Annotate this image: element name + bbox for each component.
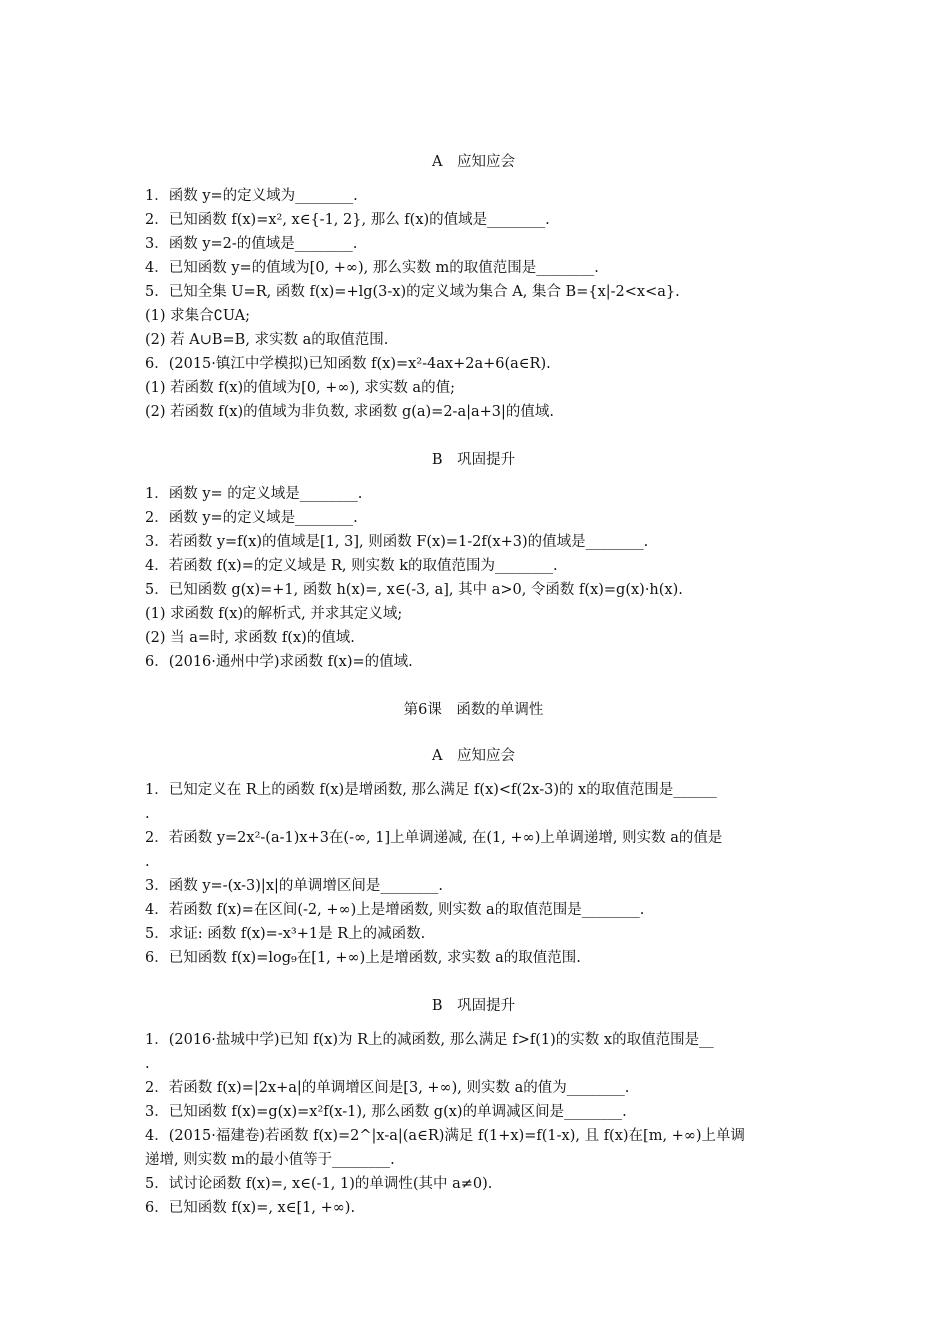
problem-line: 4．若函数 f(x)=的定义域是 R, 则实数 k的取值范围为________. [145,558,558,574]
section-a-know [145,152,802,424]
problem-line: (2) 若 A∪B=B, 求实数 a的取值范围. [145,332,389,348]
section-b-consolidate [145,450,802,674]
problem-line: 5．已知全集 U=R, 函数 f(x)=+lg(3-x)的定义域为集合 A, 集合 B={x|-2<x<a}. [145,284,680,300]
problem-line: 3．函数 y=2-的值域是________. [145,236,358,252]
problem-line: . [145,854,150,870]
section-title: A 应知应会 [432,154,515,170]
chapter-section-b [145,996,802,1220]
section-title: A 应知应会 [432,748,515,764]
problem-line: 6．已知函数 f(x)=log₉在[1, +∞)上是增函数, 求实数 a的取值范围. [145,950,581,966]
problem-line: 3．函数 y=-(x-3)|x|的单调增区间是________. [145,878,443,894]
problem-line: (2) 若函数 f(x)的值域为非负数, 求函数 g(a)=2-a|a+3|的值域. [145,404,555,420]
problem-line: 4．(2015·福建卷)若函数 f(x)=2^|x-a|(a∈R)满足 f(1+x)=f(1-x), 且 f(x)在[m, +∞)上单调 [145,1128,746,1144]
problem-line: 2．函数 y=的定义域是________. [145,510,358,526]
section-title: B 巩固提升 [431,452,516,468]
problem-line: 4．若函数 f(x)=在区间(-2, +∞)上是增函数, 则实数 a的取值范围是________. [145,902,645,918]
problem-line: (1) 求集合∁UA; [145,308,251,324]
problem-line: (1) 若函数 f(x)的值域为[0, +∞), 求实数 a的值; [145,380,455,396]
problem-line: 4．已知函数 y=的值域为[0, +∞), 那么实数 m的取值范围是________. [145,260,599,276]
problem-line: (1) 求函数 f(x)的解析式, 并求其定义域; [145,606,403,622]
problem-line: . [145,1056,150,1072]
problem-line: 1．(2016·盐城中学)已知 f(x)为 R上的减函数, 那么满足 f>f(1)的实数 x的取值范围是__ [145,1032,714,1048]
problem-line: 3．若函数 y=f(x)的值域是[1, 3], 则函数 F(x)=1-2f(x+3)的值域是________. [145,534,649,550]
problem-line: 6．已知函数 f(x)=, x∈[1, +∞). [145,1200,356,1216]
problem-line: 5．已知函数 g(x)=+1, 函数 h(x)=, x∈(-3, a], 其中 a>0, 令函数 f(x)=g(x)·h(x). [145,582,683,598]
problem-line: 6．(2016·通州中学)求函数 f(x)=的值域. [145,654,413,670]
problem-line: 1．已知定义在 R上的函数 f(x)是增函数, 那么满足 f(x)<f(2x-3)的 x的取值范围是______ [145,782,717,798]
problem-line: 6．(2015·镇江中学模拟)已知函数 f(x)=x²-4ax+2a+6(a∈R). [145,356,551,372]
chapter-section-a [145,746,802,970]
problem-line: 2．若函数 y=2x²-(a-1)x+3在(-∞, 1]上单调递减, 在(1, +∞)上单调递增, 则实数 a的值是 [145,830,723,846]
problem-line: . [145,806,150,822]
problem-line: 5．求证: 函数 f(x)=-x³+1是 R上的减函数. [145,926,426,942]
problem-line: 1．函数 y=的定义域为________. [145,188,358,204]
problem-line: 递增, 则实数 m的最小值等于________. [145,1152,395,1168]
problem-line: 5．试讨论函数 f(x)=, x∈(-1, 1)的单调性(其中 a≠0). [145,1176,493,1192]
problem-line: (2) 当 a=时, 求函数 f(x)的值域. [145,630,355,646]
problem-line: 1．函数 y= 的定义域是________. [145,486,363,502]
section-title: B 巩固提升 [431,998,516,1014]
problem-line: 2．若函数 f(x)=|2x+a|的单调增区间是[3, +∞), 则实数 a的值为________. [145,1080,630,1096]
problem-line: 3．已知函数 f(x)=g(x)=x²f(x-1), 那么函数 g(x)的单调减区间是________. [145,1104,627,1120]
chapter-title: 第6课 函数的单调性 [403,702,544,718]
problem-line: 2．已知函数 f(x)=x², x∈{-1, 2}, 那么 f(x)的值域是________. [145,212,550,228]
